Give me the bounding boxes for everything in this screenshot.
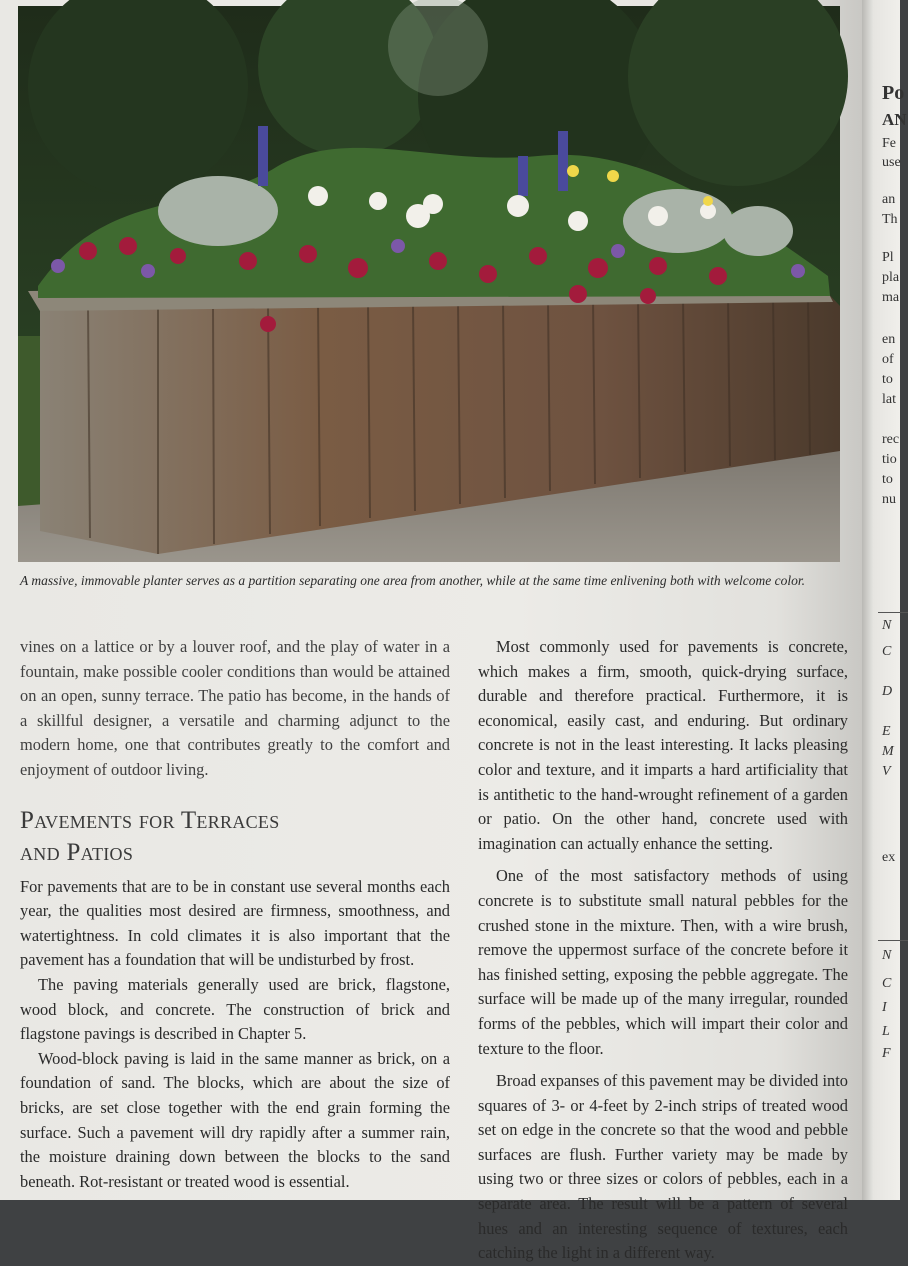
photo-caption: A massive, immovable planter serves as a partition separating one area from another, while at the same time enlivening both with welcome color.: [20, 573, 806, 588]
paragraph-concrete: Most commonly used for pavements is concrete, which makes a firm, smooth, quick-drying surface, durable and therefore practical. Furthermore, it is economical, easily cast, and enduring. But ordinary concrete is not in the least interesting. It lacks pleasing color and texture, and it imparts a hard artificiality that is antithetic to the hand-wrought refinement of a garden or patio. On the other hand, concrete used with imagination can actually enhance the setting.: [478, 637, 848, 853]
fragment: ex: [882, 850, 896, 865]
fragment: F: [882, 1046, 891, 1061]
fragment: L: [882, 1024, 890, 1039]
fragment: I: [882, 1000, 887, 1015]
fragment: Th: [882, 212, 898, 227]
fragment: ma: [882, 290, 900, 305]
right-column: [478, 635, 848, 1266]
paragraph-materials: The paving materials generally used are brick, flagstone, wood block, and concrete. The construction of brick and flagstone pavings is described in Chapter 5.: [20, 974, 450, 1044]
heading-line-2: and Patios: [20, 838, 134, 866]
fragment: Pl: [882, 250, 894, 265]
fragment: Po: [882, 82, 905, 104]
fragment: D: [882, 684, 893, 699]
adjacent-page-edge: [862, 0, 907, 1200]
heading-line-1: Pavements for Terraces: [20, 806, 280, 834]
fragment: to: [882, 372, 893, 387]
fragment: N: [882, 948, 892, 963]
fragment: pla: [882, 270, 900, 285]
fragment: an: [882, 192, 896, 207]
planter-photo: [18, 6, 840, 562]
fragment: to: [882, 472, 893, 487]
fragment: C: [882, 976, 892, 991]
planter-illustration: [18, 6, 840, 562]
fragment: en: [882, 332, 896, 347]
fragment: nu: [882, 492, 896, 507]
table-rule: [878, 940, 908, 941]
paragraph-expanses: Broad expanses of this pavement may be divided into squares of 3- or 4-feet by 2-inch strips of treated wood set on edge in the concrete so that the wood and pebble surfaces are flush. Further variety may be made by using two or three sizes or colors of pebbles, each in a separate area. The result will be a pattern of several hues and an interesting sequence of textures, each catching the light in a different way.: [478, 1071, 848, 1263]
section-heading: [20, 805, 450, 869]
fragment: tio: [882, 452, 897, 467]
fragment: M: [882, 744, 894, 759]
paragraph-qualities: For pavements that are to be in constant use several months each year, the qualities most desired are firmness, smoothness, and watertightness. In cold climates it is also important that the pavement has a foundation that will be undisturbed by frost.: [20, 876, 450, 970]
paragraph-wood-block: Wood-block paving is laid in the same manner as brick, on a foundation of sand. The blocks, which are about the size of bricks, are set close together with the end grain forming the surface. Such a pavement will dry rapidly after a summer rain, the moisture draining down between the blocks to the sand beneath. Rot-resistant or treated wood is essential.: [20, 1048, 450, 1191]
intro-paragraph: vines on a lattice or by a louver roof, and the play of water in a fountain, make possible cooler conditions than would be attained on an open, sunny terrace. The patio has become, in the hands of a skillful designer, a versatile and charming adjunct to the modern home, one that contributes greatly to the comfort and enjoyment of outdoor living.: [20, 637, 450, 779]
table-rule: [878, 612, 908, 613]
paragraph-pebbles: One of the most satisfactory methods of using concrete is to substitute small natural pebbles for the crushed stone in the mixture. Then, with a wire brush, remove the uppermost surface of the concrete before it has finished setting, exposing the pebble aggregate. The surface will be made up of the many irregular, rounded forms of the pebbles, which will impart their color and texture to the floor.: [478, 866, 848, 1058]
fragment: lat: [882, 392, 896, 407]
fragment: of: [882, 352, 894, 367]
fragment: V: [882, 764, 891, 779]
left-column: [20, 635, 450, 1194]
fragment: use: [882, 155, 901, 170]
fragment: N: [882, 618, 892, 633]
fragment: E: [882, 724, 891, 739]
fragment: C: [882, 644, 892, 659]
fragment: AN: [882, 110, 907, 129]
fragment: rec: [882, 432, 900, 447]
fragment: Fe: [882, 136, 896, 151]
